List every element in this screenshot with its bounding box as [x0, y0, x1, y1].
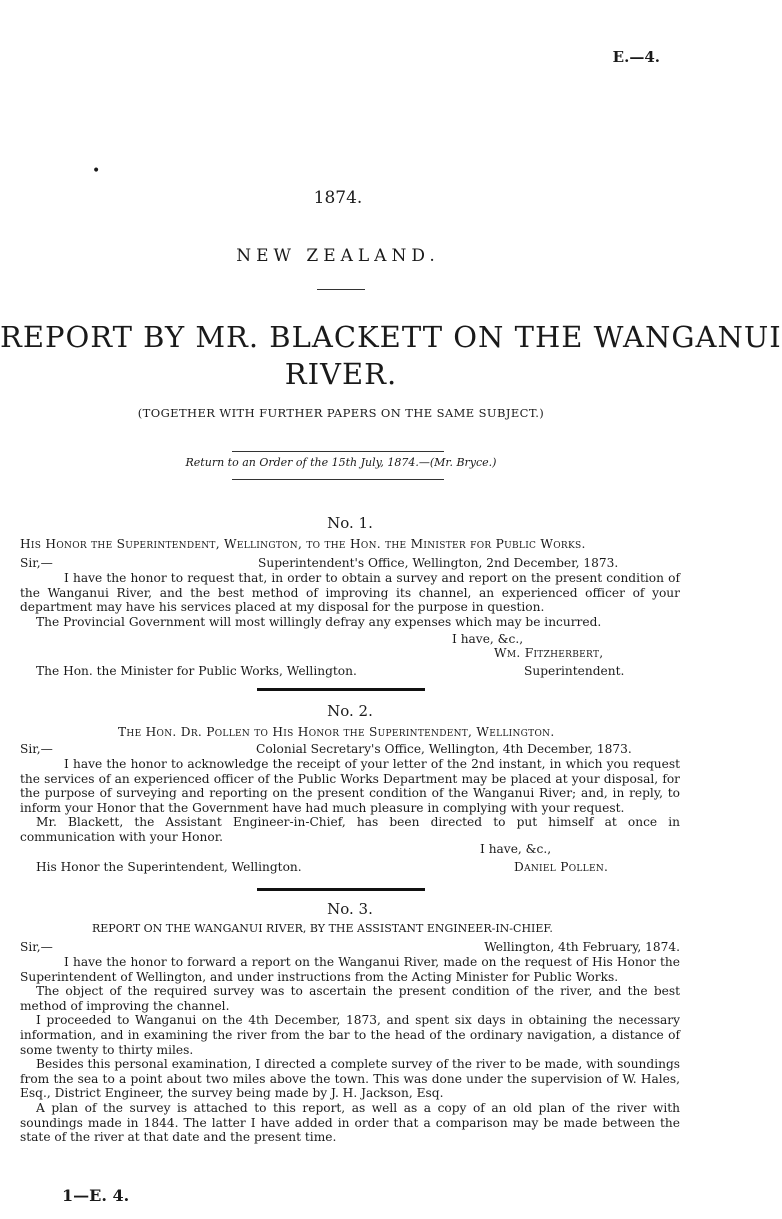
paragraph: Mr. Blackett, the Assistant Engineer-in-Chief, has been directed to put himself at once in communication with your Honor.	[20, 815, 680, 844]
year: 1874.	[313, 188, 363, 208]
place-date: Colonial Secretary's Office, Wellington, 4th December, 1873.	[256, 742, 632, 756]
signature-title: Superintendent.	[524, 664, 625, 678]
return-divider	[232, 479, 444, 480]
section-divider	[257, 888, 425, 891]
report-subtitle: (TOGETHER WITH FURTHER PAPERS ON THE SAME SUBJECT.)	[137, 406, 545, 420]
letter-number: No. 2.	[327, 702, 373, 720]
salutation: Sir,—	[20, 556, 53, 570]
paragraph: I proceeded to Wanganui on the 4th December, 1873, and spent six days in obtaining the necessary information, and in examining the river from the bar to the head of the ordinary navigation, a distance of some twenty to thirty miles.	[20, 1013, 680, 1057]
paragraph: The object of the required survey was to ascertain the present condition of the river, and the best method of improving the channel.	[20, 984, 680, 1013]
addressee: His Honor the Superintendent, Wellington.	[36, 860, 302, 874]
report-heading: REPORT ON THE WANGANUI RIVER, BY THE ASSISTANT ENGINEER-IN-CHIEF.	[92, 922, 553, 935]
place-date: Superintendent's Office, Wellington, 2nd December, 1873.	[258, 556, 619, 570]
title-divider	[317, 289, 365, 290]
addressee: The Hon. the Minister for Public Works, Wellington.	[36, 664, 357, 678]
signature: Wm. Fitzherbert,	[494, 646, 604, 660]
paragraph: I have the honor to request that, in order to obtain a survey and report on the present condition of the Wanganui River, and the best method of improving its channel, an experienced officer of your department may have his services placed at my disposal for the purpose in question.	[20, 571, 680, 615]
letter-number: No. 1.	[327, 514, 373, 532]
salutation: Sir,—	[20, 742, 53, 756]
return-order: Return to an Order of the 15th July, 1874.—(Mr. Bryce.)	[185, 456, 497, 469]
letter-from-to: His Honor the Superintendent, Wellington, to the Hon. the Minister for Public Works.	[20, 537, 586, 551]
salutation: Sir,—	[20, 940, 53, 954]
paragraph: I have the honor to acknowledge the receipt of your letter of the 2nd instant, in which you request the services of an experienced officer of the Public Works Department may be placed at your disposal, for the purpose of surveying and reporting on the present condition of the Wanganui River; and, in reply, to inform your Honor that the Government have had much pleasure in complying with your request.	[20, 757, 680, 815]
letter-from-to: The Hon. Dr. Pollen to His Honor the Superintendent, Wellington.	[118, 725, 555, 739]
ink-mark: •	[92, 163, 101, 179]
place-date: Wellington, 4th February, 1874.	[484, 940, 680, 954]
sheet-mark: 1—E. 4.	[62, 1186, 130, 1205]
page-reference: E.—4.	[612, 48, 660, 66]
report-title-line2: RIVER.	[284, 357, 398, 391]
closing: I have, &c.,	[480, 842, 552, 856]
paragraph: A plan of the survey is attached to this report, as well as a copy of an old plan of the river with soundings made in 1844. The latter I have added in order that a comparison may be made between the state of the river at that date and the present time.	[20, 1100, 680, 1145]
paragraph: Besides this personal examination, I directed a complete survey of the river to be made, with soundings from the sea to a point about two miles above the town. This was done under the supervision of W. Hales, Esq., District Engineer, the survey being made by J. H. Jackson, Esq.	[20, 1057, 680, 1101]
report-title-line1: REPORT BY MR. BLACKETT ON THE WANGANUI	[0, 320, 782, 354]
paragraph: The Provincial Government will most willingly defray any expenses which may be incurred.	[36, 614, 602, 629]
letter-number: No. 3.	[327, 900, 373, 918]
closing: I have, &c.,	[452, 632, 524, 646]
subtitle-divider	[232, 451, 444, 452]
country-heading: NEW ZEALAND.	[236, 246, 440, 266]
section-divider	[257, 688, 425, 691]
signature: Daniel Pollen.	[514, 860, 609, 874]
paragraph: I have the honor to forward a report on the Wanganui River, made on the request of His Honor the Superintendent of Wellington, and under instructions from the Acting Minister for Public Works.	[20, 955, 680, 984]
